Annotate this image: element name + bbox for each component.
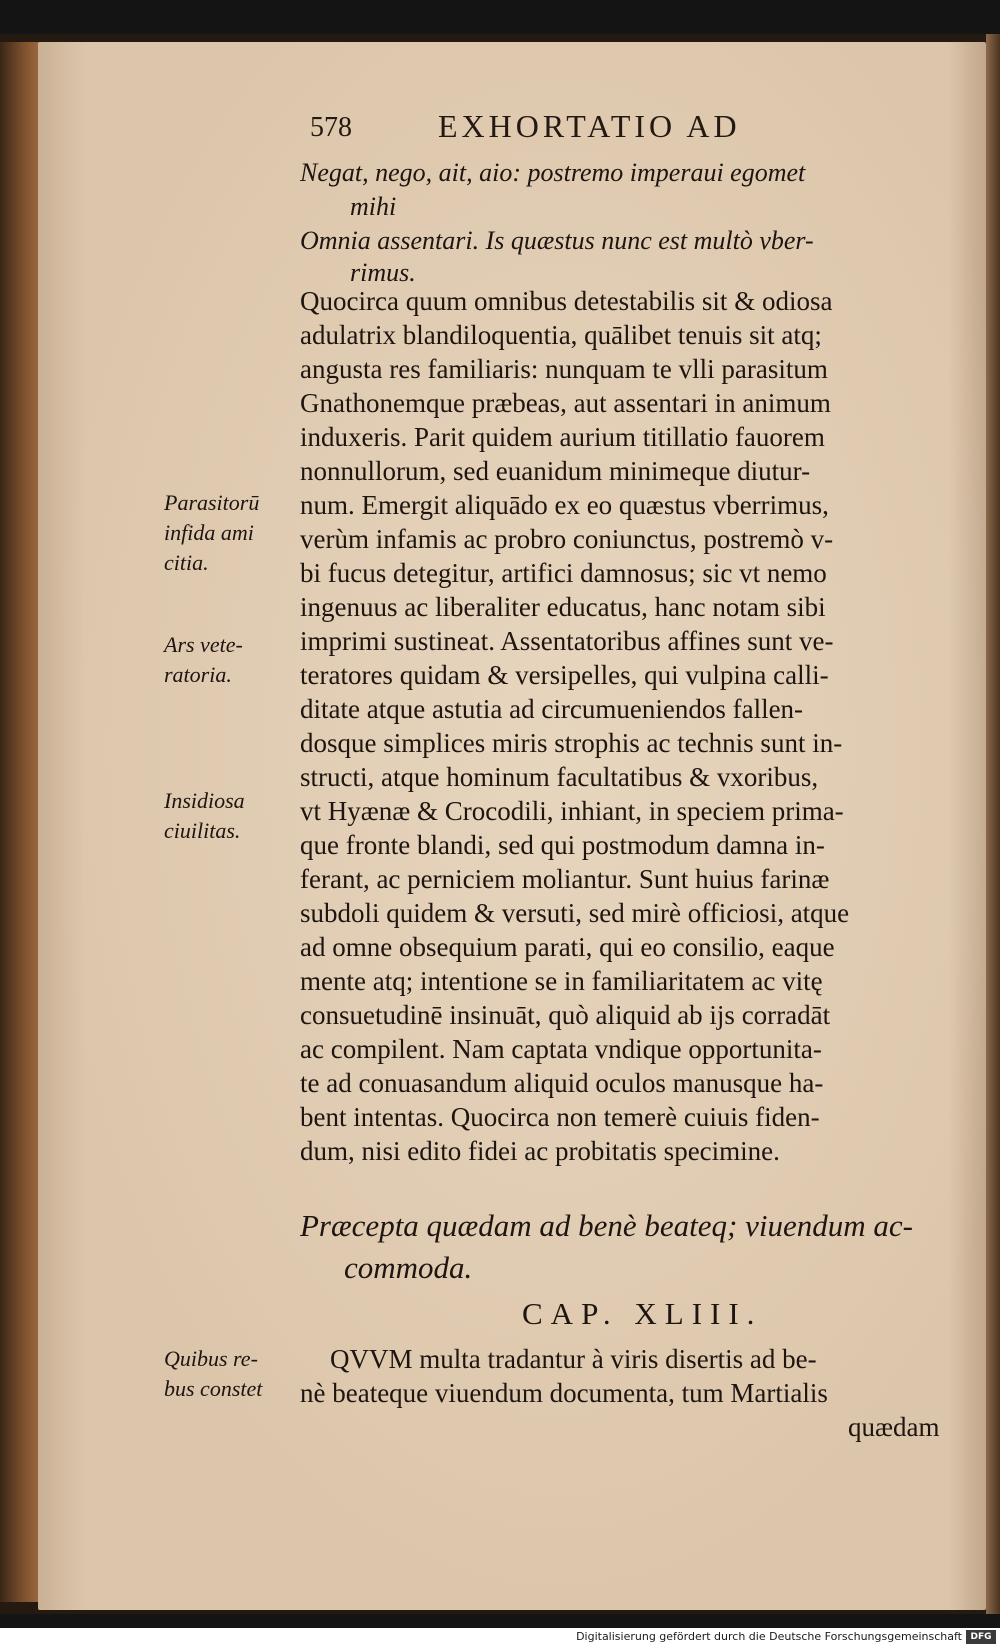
marginal-note-4 xyxy=(164,1344,298,1404)
body-line: nonnullorum, sed euanidum minimeque diutur- xyxy=(300,456,811,486)
section-heading: Præcepta quædam ad benè beateq; viuendum ac- xyxy=(300,1208,913,1243)
body-line: consuetudinē insinuāt, quò aliquid ab ijs corradāt xyxy=(300,1000,831,1030)
chapter-line: nè beateque viuendum documenta, tum Martialis xyxy=(300,1378,828,1408)
quote-line: Omnia assentari. Is quæstus nunc est multò vber- xyxy=(300,226,814,255)
body-line: mente atq; intentione se in familiaritatem ac vitę xyxy=(300,966,823,996)
chapter-label: CAP. XLIII. xyxy=(522,1296,763,1331)
funding-credit: Digitalisierung gefördert durch die Deutsche Forschungsgemeinschaft xyxy=(576,1630,962,1643)
margin-line: infida ami xyxy=(164,520,254,545)
body-line: imprimi sustineat. Assentatoribus affines sunt ve- xyxy=(300,626,834,656)
marginal-note-1 xyxy=(164,488,298,578)
body-line: bent intentas. Quocirca non temerè cuiuis fiden- xyxy=(300,1102,820,1132)
running-title: EXHORTATIO AD xyxy=(438,108,741,144)
body-line: que fronte blandi, sed qui postmodum damna in- xyxy=(300,830,825,860)
dfg-logo: DFG xyxy=(966,1630,996,1644)
book-spine xyxy=(0,42,40,1602)
body-line: teratores quidam & versipelles, qui vulpina calli- xyxy=(300,660,829,690)
marginal-note-2 xyxy=(164,630,298,690)
body-line: Quocirca quum omnibus detestabilis sit & odiosa xyxy=(300,286,833,316)
body-line: ditate atque astutia ad circumueniendos fallen- xyxy=(300,694,804,724)
body-line: verùm infamis ac probro coniunctus, postremò v- xyxy=(300,524,834,554)
body-line: ad omne obsequium parati, qui eo consilio, eaque xyxy=(300,932,835,962)
body-line: angusta res familiaris: nunquam te vlli parasitum xyxy=(300,354,828,384)
body-line: num. Emergit aliquādo ex eo quæstus vberrimus, xyxy=(300,490,829,520)
body-line: Gnathonemque præbeas, aut assentari in animum xyxy=(300,388,831,418)
margin-line: ciuilitas. xyxy=(164,818,241,843)
body-line: vt Hyænæ & Crocodili, inhiant, in speciem prima- xyxy=(300,796,844,826)
body-line: induxeris. Parit quidem aurium titillatio fauorem xyxy=(300,422,825,452)
body-line: dosque simplices miris strophis ac technis sunt in- xyxy=(300,728,843,758)
margin-line: Quibus re- xyxy=(164,1346,258,1371)
page-header xyxy=(310,108,870,150)
quote-line: rimus. xyxy=(350,258,416,287)
body-line: ingenuus ac liberaliter educatus, hanc notam sibi xyxy=(300,592,826,622)
margin-line: Parasitorū xyxy=(164,490,260,515)
catchword: quædam xyxy=(848,1412,940,1442)
body-line: ac compilent. Nam captata vndique opportunita- xyxy=(300,1034,822,1064)
body-line: structi, atque hominum facultatibus & vxoribus, xyxy=(300,762,819,792)
margin-line: Ars vete- xyxy=(164,632,243,657)
page-edge xyxy=(986,34,1000,1614)
margin-line: ratoria. xyxy=(164,662,232,687)
margin-line: citia. xyxy=(164,550,209,575)
page-number: 578 xyxy=(310,112,352,143)
body-line: bi fucus detegitur, artifici damnosus; sic vt nemo xyxy=(300,558,827,588)
body-line: ferant, ac perniciem moliantur. Sunt huius farinæ xyxy=(300,864,830,894)
body-line: te ad conuasandum aliquid oculos manusque ha- xyxy=(300,1068,824,1098)
body-line: subdoli quidem & versuti, sed mirè officiosi, atque xyxy=(300,898,850,928)
margin-line: Insidiosa xyxy=(164,788,245,813)
body-line: dum, nisi edito fidei ac probitatis specimine. xyxy=(300,1136,780,1166)
quote-line: mihi xyxy=(350,192,397,221)
margin-line: bus constet xyxy=(164,1376,263,1401)
quote-line: Negat, nego, ait, aio: postremo imperaui egomet xyxy=(300,158,806,187)
chapter-line: QVVM multa tradantur à viris disertis ad be- xyxy=(330,1344,817,1374)
marginal-note-3 xyxy=(164,786,298,846)
body-line: adulatrix blandiloquentia, quālibet tenuis sit atq; xyxy=(300,320,822,350)
footer-bar xyxy=(0,1628,1000,1647)
section-heading: commoda. xyxy=(344,1250,473,1285)
